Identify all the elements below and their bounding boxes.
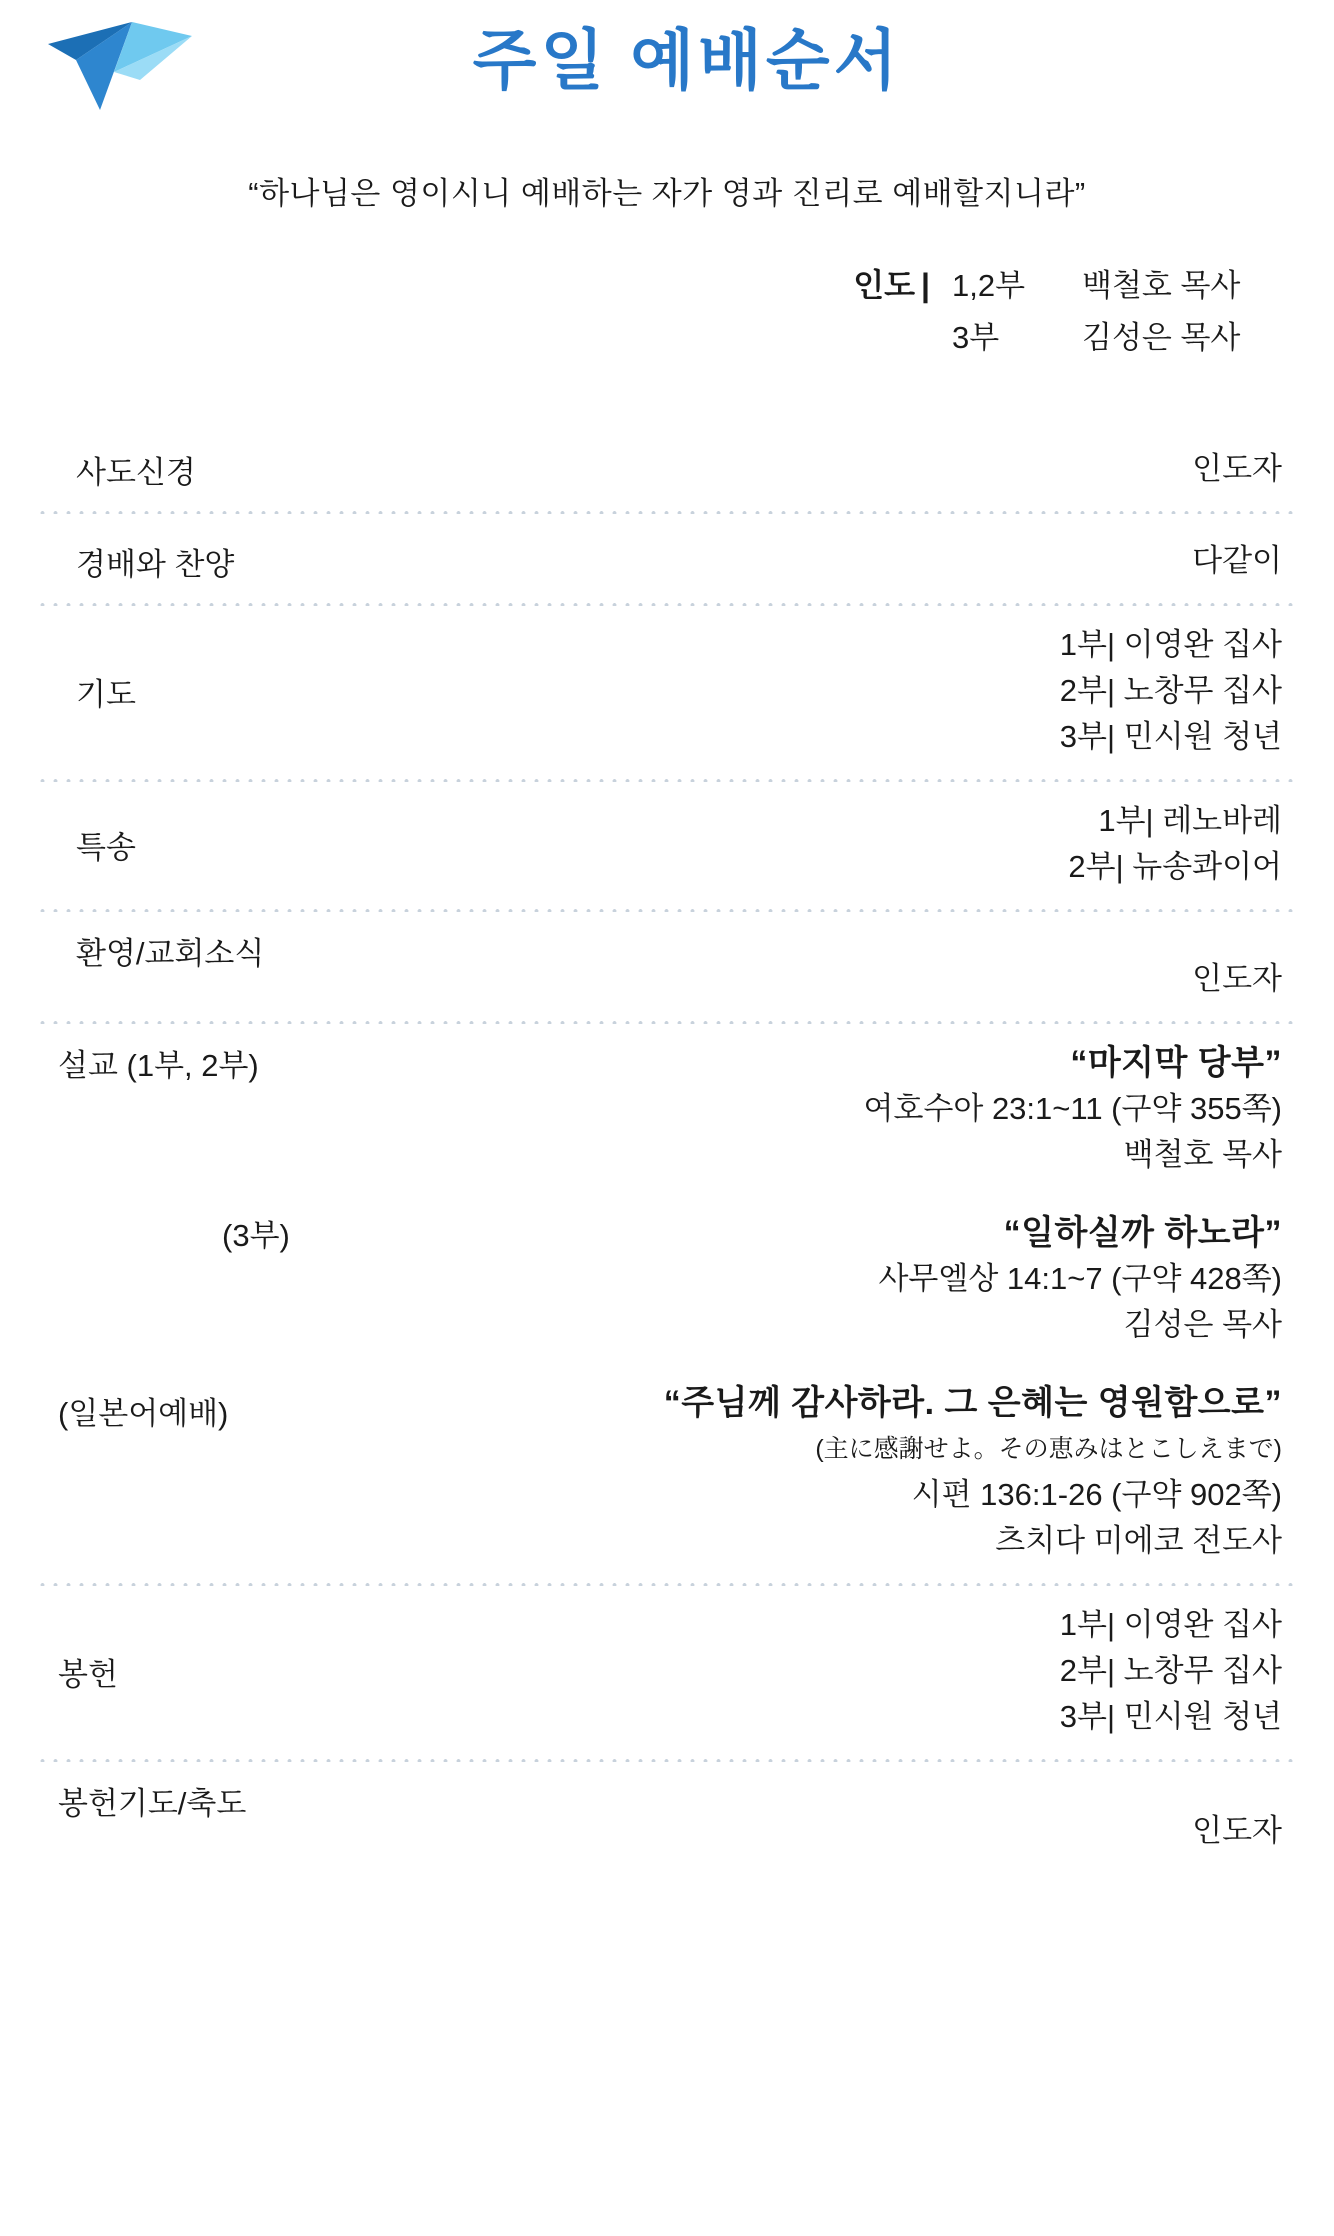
- order-detail-line: 2부| 뉴송콰이어: [1068, 849, 1282, 884]
- order-detail-line: (主に感謝せよ。その恵みはとこしえまで): [815, 1435, 1282, 1463]
- order-detail: [264, 928, 1292, 1002]
- order-detail: [228, 1380, 1292, 1564]
- order-title: 특송: [76, 829, 136, 865]
- order-detail-line: 다같이: [1192, 543, 1282, 578]
- order-detail: [196, 446, 1292, 492]
- leader-name: 김성은 목사: [1082, 320, 1241, 355]
- order-detail-line: 1부| 이영완 집사: [1059, 627, 1282, 662]
- order-row: [42, 912, 1292, 1018]
- leader-row: [853, 259, 1292, 312]
- leader-label: 인도: [853, 267, 916, 303]
- order-detail-line: “주님께 감사하라. 그 은혜는 영원함으로”: [663, 1384, 1282, 1422]
- order-row: [42, 1024, 1292, 1194]
- order-title: 기도: [76, 676, 136, 712]
- order-detail: [118, 1602, 1292, 1740]
- order-detail-line: 인도자: [1192, 451, 1282, 486]
- order-row: [42, 1194, 1292, 1364]
- order-row: [42, 514, 1292, 600]
- worship-order-list: [0, 422, 1334, 1870]
- order-detail-line: 김성은 목사: [1123, 1307, 1282, 1342]
- order-detail-line: 1부| 이영완 집사: [1059, 1607, 1282, 1642]
- page-title: 주일 예배순서: [472, 23, 902, 97]
- order-detail-line: “마지막 당부”: [1070, 1044, 1282, 1082]
- order-detail: [246, 1778, 1292, 1854]
- order-detail-line: 백철호 목사: [1123, 1137, 1282, 1172]
- order-title: 경배와 찬양: [76, 547, 235, 582]
- leader-part: 1,2부: [952, 268, 1026, 303]
- leader-separator: |: [921, 267, 930, 303]
- order-title: 설교 (1부, 2부): [58, 1048, 259, 1083]
- order-title: (일본어예배): [58, 1396, 229, 1431]
- order-detail: [234, 538, 1292, 584]
- order-title: 봉헌기도/축도: [58, 1786, 247, 1821]
- order-detail-line: 3부| 민시원 청년: [1059, 1699, 1282, 1734]
- order-detail-line: 3부| 민시원 청년: [1059, 719, 1282, 754]
- scripture-verse: “하나님은 영이시니 예배하는 자가 영과 진리로 예배할지니라”: [248, 176, 1086, 211]
- document-header: [0, 0, 1334, 150]
- order-title: 봉헌: [58, 1656, 118, 1692]
- church-paper-plane-logo: [40, 14, 200, 119]
- order-row: [42, 1586, 1292, 1756]
- order-detail: [290, 1210, 1292, 1348]
- order-detail: [136, 798, 1292, 890]
- order-detail: [136, 622, 1292, 760]
- order-row: [42, 422, 1292, 508]
- order-detail-line: 인도자: [1192, 961, 1282, 996]
- order-detail: [259, 1040, 1292, 1178]
- order-detail-line: 2부| 노창무 집사: [1059, 673, 1282, 708]
- leader-row: [855, 312, 1292, 364]
- order-row: [42, 1364, 1292, 1580]
- order-row: [42, 782, 1292, 906]
- order-title: 환영/교회소식: [76, 936, 265, 971]
- order-detail-line: 여호수아 23:1~11 (구약 355쪽): [863, 1091, 1282, 1126]
- order-detail-line: 2부| 노창무 집사: [1059, 1653, 1282, 1688]
- leader-part: 3부: [952, 320, 1000, 355]
- order-detail-line: 시편 136:1-26 (구약 902쪽): [911, 1477, 1282, 1512]
- order-detail-line: 츠치다 미에코 전도사: [995, 1523, 1282, 1558]
- order-detail-line: 1부| 레노바레: [1098, 803, 1282, 838]
- order-detail-line: “일하실까 하노라”: [1003, 1214, 1282, 1252]
- order-detail-line: 사무엘상 14:1~7 (구약 428쪽): [878, 1261, 1282, 1296]
- order-title: (3부): [222, 1218, 290, 1253]
- order-row: [42, 606, 1292, 776]
- order-detail-line: 인도자: [1192, 1813, 1282, 1848]
- worship-leader-block: [0, 259, 1334, 364]
- order-row: [42, 1762, 1292, 1870]
- order-title: 사도신경: [76, 455, 196, 490]
- leader-name: 백철호 목사: [1082, 268, 1241, 303]
